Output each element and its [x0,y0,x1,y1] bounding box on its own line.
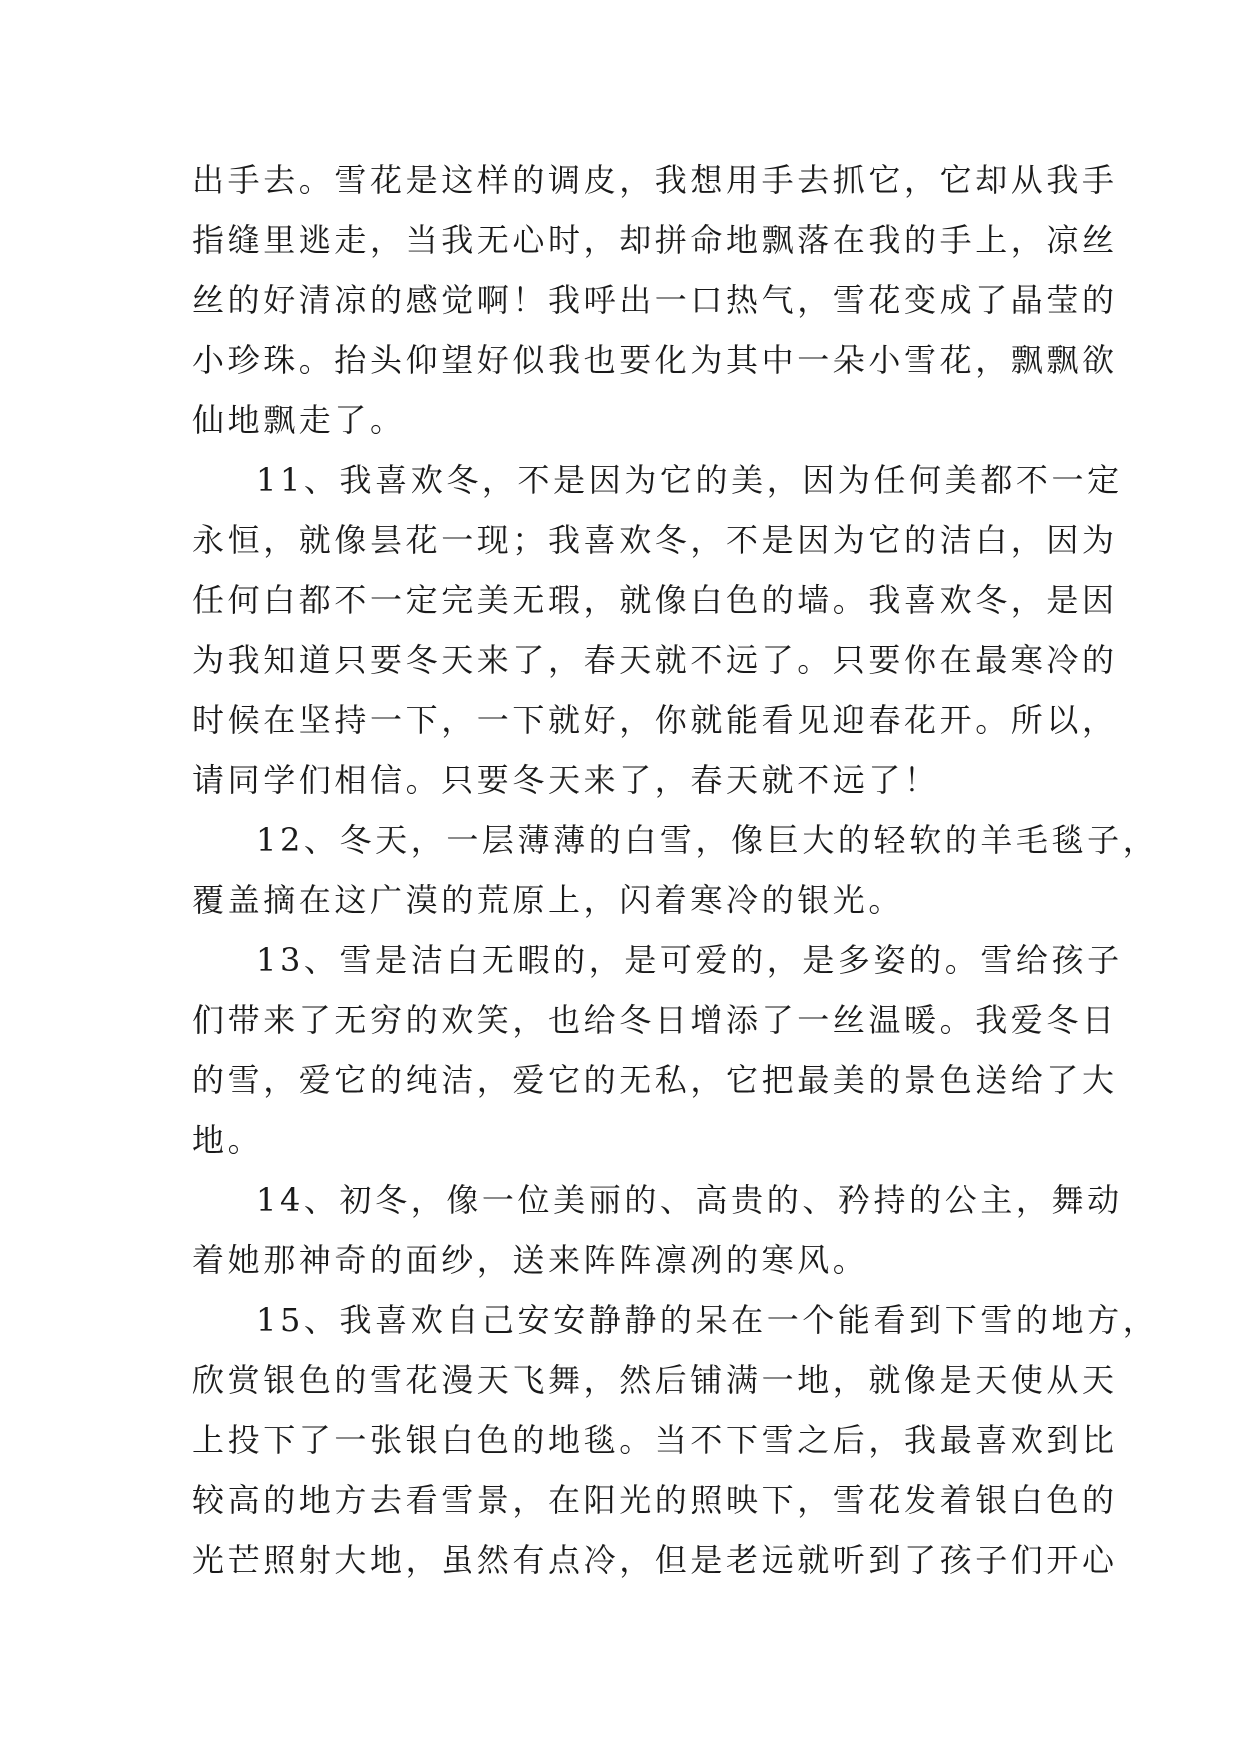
text-line: 出手去。雪花是这样的调皮，我想用手去抓它，它却从我手 [192,161,1118,199]
text-line: 较高的地方去看雪景，在阳光的照映下，雪花发着银白色的 [192,1481,1118,1519]
text-line: 的雪，爱它的纯洁，爱它的无私，它把最美的景色送给了大 [192,1061,1118,1099]
document-body [192,150,1159,1590]
text-line: 时候在坚持一下，一下就好，你就能看见迎春花开。所以， [192,701,1118,739]
paragraph-14-start: 14、初冬，像一位美丽的、高贵的、矜持的公主，舞动 [256,1181,1123,1219]
paragraph-15-start: 15、我喜欢自己安安静静的呆在一个能看到下雪的地方， [256,1301,1159,1339]
text-line: 指缝里逃走，当我无心时，却拼命地飘落在我的手上，凉丝 [192,221,1118,259]
text-line: 着她那神奇的面纱，送来阵阵凛冽的寒风。 [192,1241,869,1279]
paragraph-12-start: 12、冬天，一层薄薄的白雪，像巨大的轻软的羊毛毯子， [256,821,1159,859]
text-line: 永恒，就像昙花一现；我喜欢冬，不是因为它的洁白，因为 [192,521,1118,559]
paragraph-11-start: 11、我喜欢冬，不是因为它的美，因为任何美都不一定 [256,461,1123,499]
text-line: 覆盖摘在这广漠的荒原上，闪着寒冷的银光。 [192,881,905,919]
text-line: 任何白都不一定完美无瑕，就像白色的墙。我喜欢冬，是因 [192,581,1118,619]
paragraph-13-start: 13、雪是洁白无暇的，是可爱的，是多姿的。雪给孩子 [256,941,1123,979]
text-line: 仙地飘走了。 [192,401,406,439]
text-line: 们带来了无穷的欢笑，也给冬日增添了一丝温暖。我爱冬日 [192,1001,1118,1039]
text-line: 光芒照射大地，虽然有点冷，但是老远就听到了孩子们开心 [192,1541,1118,1579]
text-line: 小珍珠。抬头仰望好似我也要化为其中一朵小雪花，飘飘欲 [192,341,1118,379]
text-line: 请同学们相信。只要冬天来了，春天就不远了！ [192,761,940,799]
text-line: 为我知道只要冬天来了，春天就不远了。只要你在最寒冷的 [192,641,1118,679]
text-line: 上投下了一张银白色的地毯。当不下雪之后，我最喜欢到比 [192,1421,1118,1459]
text-line: 丝的好清凉的感觉啊！我呼出一口热气，雪花变成了晶莹的 [192,281,1118,319]
text-line: 地。 [192,1121,264,1159]
text-line: 欣赏银色的雪花漫天飞舞，然后铺满一地，就像是天使从天 [192,1361,1118,1399]
